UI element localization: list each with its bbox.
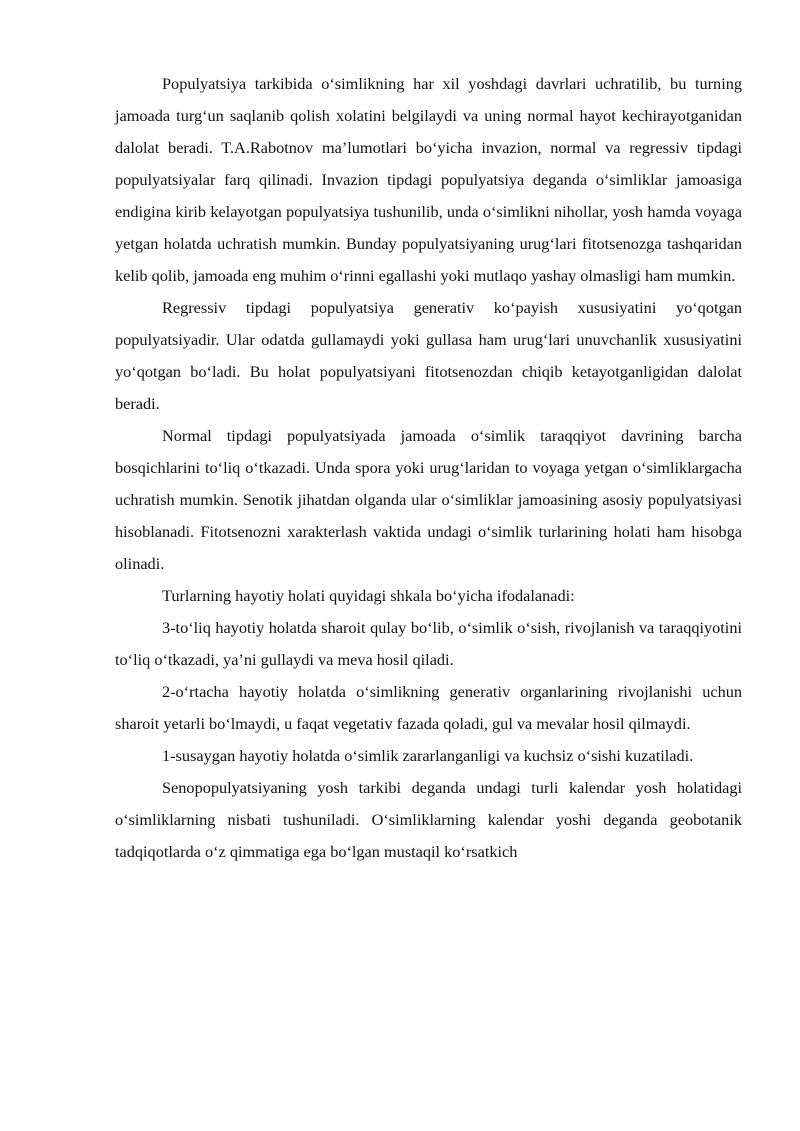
paragraph-regressive-type: Regressiv tipdagi populyatsiya generativ ko‘payish xususiyatini yo‘qotgan populyatsiyadir. Ular odatda gullamaydi yoki gullasa ham urug‘lari unuvchanlik xususiyatini yo‘qotgan bo‘ladi. Bu holat populyatsiyani fitotsenozdan chiqib ketayotganligidan dalolat beradi. — [115, 298, 742, 413]
paragraph-vitality-level-1: 1-susaygan hayotiy holatda o‘simlik zararlanganligi va kuchsiz o‘sishi kuzatiladi. — [162, 746, 694, 765]
paragraph-vitality-level-2: 2-o‘rtacha hayotiy holatda o‘simlikning generativ organlarining rivojlanishi uchun sharoit yetarli bo‘lmaydi, u faqat vegetativ fazada qoladi, gul va mevalar hosil qilmaydi. — [115, 682, 742, 733]
paragraph-senopopulation-age: Senopopulyatsiyaning yosh tarkibi deganda undagi turli kalendar yosh holatidagi o‘simliklarning nisbati tushuniladi. O‘simliklarning kalendar yoshi deganda geobotanik tadqiqotlarda o‘z qimmatiga ega bo‘lgan mustaqil ko‘rsatkich — [115, 778, 742, 861]
paragraph-normal-type: Normal tipdagi populyatsiyada jamoada o‘simlik taraqqiyot davrining barcha bosqichlarini to‘liq o‘tkazadi. Unda spora yoki urug‘laridan to voyaga yetgan o‘simliklargacha uchratish mumkin. Senotik jihatdan olganda ular o‘simliklar jamoasining asosiy populyatsiyasi hisoblanadi. Fitotsenozni xarakterlash vaktida undagi o‘simlik turlarining holati ham hisobga olinadi. — [115, 426, 742, 573]
paragraph-vitality-scale-intro: Turlarning hayotiy holati quyidagi shkala bo‘yicha ifodalanadi: — [162, 586, 575, 605]
document-page — [115, 68, 742, 868]
paragraph-vitality-level-3: 3-to‘liq hayotiy holatda sharoit qulay bo‘lib, o‘simlik o‘sish, rivojlanish va taraqqiyotini to‘liq o‘tkazadi, ya’ni gullaydi va meva hosil qiladi. — [115, 618, 742, 669]
paragraph-population-age-structure: Populyatsiya tarkibida o‘simlikning har xil yoshdagi davrlari uchratilib, bu turning jamoada turg‘un saqlanib qolish xolatini belgilaydi va uning normal hayot kechirayotganidan dalolat beradi. T.A.Rabotnov ma’lumotlari bo‘yicha invazion, normal va regressiv tipdagi populyatsiyalar farq qilinadi. Invazion tipdagi populyatsiya deganda o‘simliklar jamoasiga endigina kirib kelayotgan populyatsiya tushunilib, unda o‘simlikni nihollar, yosh hamda voyaga yetgan holatda uchratish mumkin. Bunday populyatsiyaning urug‘lari fitotsenozga tashqaridan kelib qolib, jamoada eng muhim o‘rinni egallashi yoki mutlaqo yashay olmasligi ham mumkin. — [115, 74, 742, 285]
